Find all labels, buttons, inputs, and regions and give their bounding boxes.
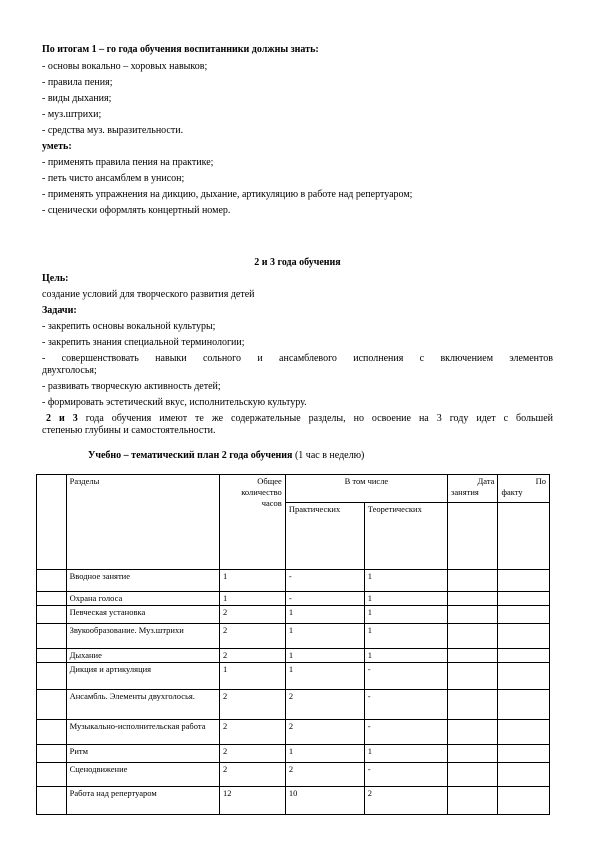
row-number-cell — [37, 649, 67, 663]
row-practical-hours: - — [285, 592, 364, 606]
row-practical-hours: 1 — [285, 606, 364, 624]
row-practical-hours: 2 — [285, 690, 364, 720]
row-section-name: Вводное занятие — [66, 570, 219, 592]
row-date-cell — [448, 787, 498, 815]
row-section-name: Звукообразование. Муз.штрихи — [66, 624, 219, 649]
row-theoretical-hours: 1 — [364, 570, 447, 592]
header-practical: Практических — [285, 502, 364, 569]
row-total-hours: 2 — [220, 606, 286, 624]
row-practical-hours: - — [285, 570, 364, 592]
table-row — [37, 570, 550, 592]
header-theoretical: Теоретических — [364, 502, 447, 569]
results-heading: По итогам 1 – го года обучения воспитанники должны знать: — [42, 44, 319, 55]
row-number-cell — [37, 720, 67, 745]
row-theoretical-hours: - — [364, 720, 447, 745]
row-section-name: Музыкально-исполнительская работа — [66, 720, 219, 745]
row-section-name: Ритм — [66, 745, 219, 763]
row-section-name: Дикция и артикуляция — [66, 663, 219, 690]
section-title: 2 и 3 года обучения — [254, 257, 341, 268]
skill-item: - петь чисто ансамблем в унисон; — [42, 173, 185, 184]
row-section-name: Певческая установка — [66, 606, 219, 624]
row-number-cell — [37, 763, 67, 787]
plan-title — [88, 449, 558, 462]
know-item: - муз.штрихи; — [42, 109, 102, 120]
row-by-fact-cell — [498, 690, 550, 720]
row-total-hours: 2 — [220, 624, 286, 649]
table-row — [37, 745, 550, 763]
header-including: В том числе — [285, 475, 447, 503]
header-total: Общее количество часов — [220, 475, 286, 570]
task-item: - закрепить основы вокальной культуры; — [42, 321, 216, 332]
row-number-cell — [37, 663, 67, 690]
table-row — [37, 624, 550, 649]
task-item: - развивать творческую активность детей; — [42, 381, 221, 392]
table-row — [37, 787, 550, 815]
row-date-cell — [448, 592, 498, 606]
row-total-hours: 1 — [220, 570, 286, 592]
row-date-cell — [448, 570, 498, 592]
task-item-continued: двухголосья; — [42, 365, 97, 376]
row-total-hours: 2 — [220, 690, 286, 720]
row-theoretical-hours: 1 — [364, 624, 447, 649]
task-item: - закрепить знания специальной терминологии; — [42, 337, 245, 348]
row-theoretical-hours: - — [364, 763, 447, 787]
row-theoretical-hours: 1 — [364, 649, 447, 663]
row-section-name: Дыхание — [66, 649, 219, 663]
skill-item: - сценически оформлять концертный номер. — [42, 205, 231, 216]
row-total-hours: 2 — [220, 763, 286, 787]
row-by-fact-cell — [498, 606, 550, 624]
table-row — [37, 649, 550, 663]
know-item: - виды дыхания; — [42, 93, 112, 104]
header-by-label: По — [535, 476, 546, 486]
row-number-cell — [37, 570, 67, 592]
header-date — [448, 475, 498, 503]
table-row — [37, 592, 550, 606]
table-row — [37, 763, 550, 787]
header-by — [498, 475, 550, 503]
table-cell — [448, 502, 498, 569]
row-date-cell — [448, 649, 498, 663]
table-cell — [37, 475, 67, 570]
table-row — [37, 690, 550, 720]
row-practical-hours: 1 — [285, 624, 364, 649]
row-by-fact-cell — [498, 649, 550, 663]
row-by-fact-cell — [498, 624, 550, 649]
row-total-hours: 1 — [220, 592, 286, 606]
row-date-cell — [448, 606, 498, 624]
row-theoretical-hours: 1 — [364, 592, 447, 606]
goal-label: Цель: — [42, 273, 69, 284]
row-theoretical-hours: 1 — [364, 745, 447, 763]
row-by-fact-cell — [498, 663, 550, 690]
tasks-label: Задачи: — [42, 305, 77, 316]
row-date-cell — [448, 720, 498, 745]
table-row — [37, 663, 550, 690]
row-date-cell — [448, 763, 498, 787]
table-row — [37, 720, 550, 745]
plan-title-main: Учебно – тематический план 2 года обучения — [88, 450, 293, 461]
header-sections: Разделы — [66, 475, 219, 570]
know-item: - основы вокально – хоровых навыков; — [42, 61, 208, 72]
row-practical-hours: 1 — [285, 663, 364, 690]
row-theoretical-hours: - — [364, 690, 447, 720]
row-section-name: Сценодвижение — [66, 763, 219, 787]
study-plan-table — [36, 474, 550, 815]
row-date-cell — [448, 745, 498, 763]
note-text: года обучения имеют те же содержательные разделы, но освоение на 3 году идет с большей — [77, 413, 553, 424]
row-by-fact-cell — [498, 745, 550, 763]
plan-title-note: (1 час в неделю) — [292, 450, 365, 461]
row-by-fact-cell — [498, 592, 550, 606]
row-total-hours: 2 — [220, 649, 286, 663]
skill-item: - применять упражнения на дикцию, дыхание, артикуляцию в работе над репертуаром; — [42, 189, 413, 200]
row-section-name: Ансамбль. Элементы двухголосья. — [66, 690, 219, 720]
table-row — [37, 606, 550, 624]
row-total-hours: 12 — [220, 787, 286, 815]
row-practical-hours: 2 — [285, 720, 364, 745]
row-number-cell — [37, 787, 67, 815]
row-number-cell — [37, 690, 67, 720]
header-date-label: Дата — [477, 476, 495, 486]
row-practical-hours: 1 — [285, 745, 364, 763]
row-theoretical-hours: - — [364, 663, 447, 690]
note-line-continued: степенью глубины и самостоятельности. — [42, 425, 216, 436]
row-date-cell — [448, 690, 498, 720]
header-date-sub: занятия — [451, 487, 479, 497]
row-date-cell — [448, 663, 498, 690]
row-number-cell — [37, 592, 67, 606]
header-by-sub: факту — [501, 487, 523, 497]
task-item: - формировать эстетический вкус, исполнительскую культуру. — [42, 397, 307, 408]
row-by-fact-cell — [498, 720, 550, 745]
row-number-cell — [37, 624, 67, 649]
row-section-name: Работа над репертуаром — [66, 787, 219, 815]
skills-heading: уметь: — [42, 141, 72, 152]
skill-item: - применять правила пения на практике; — [42, 157, 214, 168]
row-by-fact-cell — [498, 763, 550, 787]
row-by-fact-cell — [498, 570, 550, 592]
row-practical-hours: 2 — [285, 763, 364, 787]
row-theoretical-hours: 1 — [364, 606, 447, 624]
note-years: 2 и 3 — [46, 413, 78, 424]
goal-text: создание условий для творческого развития детей — [42, 289, 255, 300]
row-practical-hours: 10 — [285, 787, 364, 815]
know-item: - правила пения; — [42, 77, 113, 88]
table-header-row — [37, 475, 550, 503]
row-theoretical-hours: 2 — [364, 787, 447, 815]
row-section-name: Охрана голоса — [66, 592, 219, 606]
row-by-fact-cell — [498, 787, 550, 815]
row-date-cell — [448, 624, 498, 649]
row-number-cell — [37, 745, 67, 763]
row-total-hours: 1 — [220, 663, 286, 690]
row-number-cell — [37, 606, 67, 624]
row-practical-hours: 1 — [285, 649, 364, 663]
task-item: - совершенствовать навыки сольного и ансамблевого исполнения с включением элементов — [42, 353, 553, 364]
row-total-hours: 2 — [220, 720, 286, 745]
know-item: - средства муз. выразительности. — [42, 125, 184, 136]
table-cell — [498, 502, 550, 569]
row-total-hours: 2 — [220, 745, 286, 763]
